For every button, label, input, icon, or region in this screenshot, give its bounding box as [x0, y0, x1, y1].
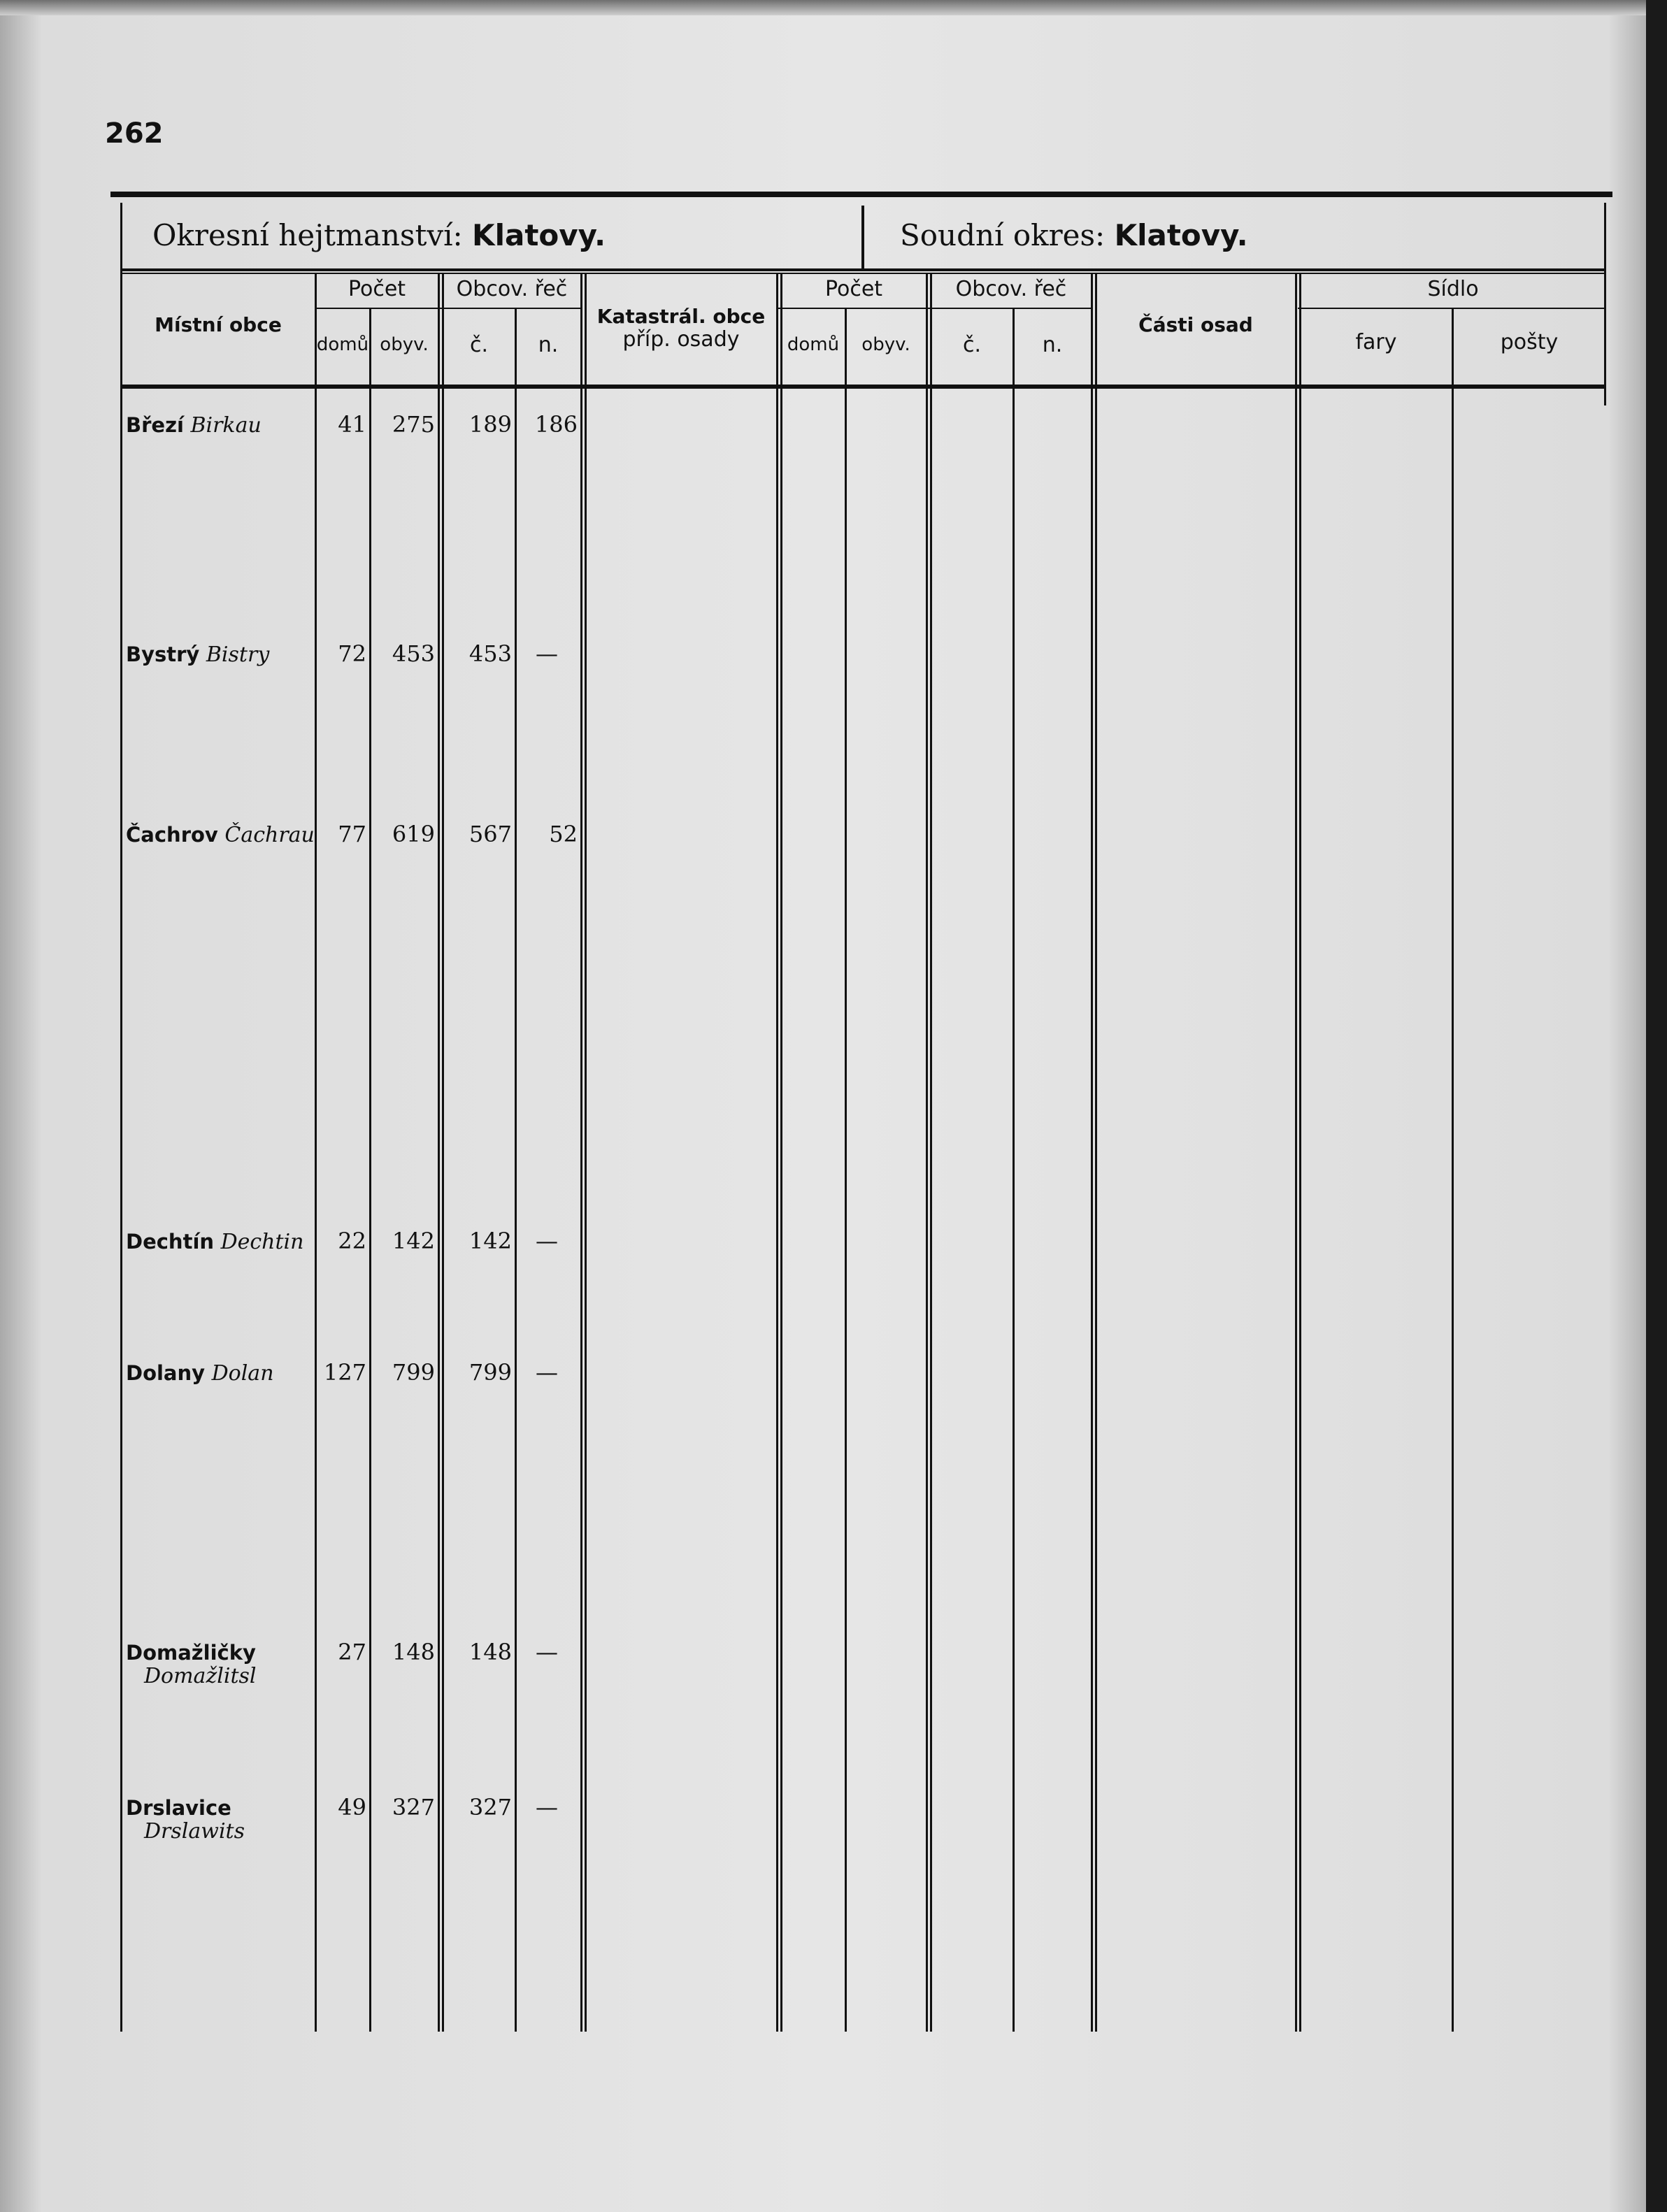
obec-nemecky: — — [536, 1359, 558, 1386]
obec-cesky: 327 — [468, 1794, 512, 1820]
col-katastral-1: Katastrál. obce — [596, 305, 766, 328]
col-posty: pošty — [1500, 330, 1559, 354]
col-line-7 — [845, 309, 847, 2032]
obec-german: Dechtin — [214, 1230, 304, 1254]
col-line-2 — [369, 309, 371, 2032]
col-line-11 — [1295, 274, 1297, 2032]
district-right — [900, 218, 1248, 252]
column-header-rule — [120, 385, 1605, 389]
obec-name — [126, 642, 269, 667]
col-obyv-2: obyv. — [861, 334, 910, 355]
obec-czech: Čachrov — [126, 823, 218, 847]
header-rule-2 — [120, 273, 1605, 274]
district-right-label: Soudní okres: — [900, 218, 1106, 252]
obec-german: Drslawits — [144, 1819, 245, 1844]
col-katastral-2: příp. osady — [622, 327, 740, 352]
col-fary: fary — [1355, 330, 1397, 354]
col-line-4 — [515, 309, 517, 2032]
col-line-11b — [1299, 274, 1301, 2032]
scan-right-edge — [1646, 0, 1667, 2212]
col-line-5 — [580, 274, 582, 2032]
col-n-1: n. — [538, 333, 559, 357]
col-line-3 — [438, 274, 440, 2032]
col-c-2: č. — [962, 333, 982, 357]
obec-domu: 72 — [338, 640, 366, 667]
col-obcov-2: Obcov. řeč — [955, 277, 1067, 301]
obec-nemecky: 52 — [549, 821, 578, 847]
obec-nemecky: 186 — [534, 411, 578, 438]
obec-name — [126, 1640, 257, 1688]
col-domu-1: domů — [316, 334, 369, 355]
col-line-1 — [315, 274, 317, 2032]
obec-czech: Dolany — [126, 1361, 206, 1385]
frame-right — [1604, 203, 1606, 405]
obec-german: Čachrau — [217, 823, 315, 847]
col-c-1: č. — [469, 333, 489, 357]
col-pocet-2: Počet — [824, 277, 883, 301]
obec-domu: 77 — [338, 821, 366, 847]
district-left — [152, 218, 606, 252]
obec-name — [126, 412, 262, 438]
obec-german: Birkau — [183, 413, 262, 438]
district-left-value: Klatovy. — [472, 218, 606, 252]
col-n-2: n. — [1042, 333, 1063, 357]
obec-czech: Březí — [126, 413, 184, 437]
obec-domu: 49 — [338, 1794, 366, 1820]
col-line-8 — [926, 274, 928, 2032]
obec-obyv: 799 — [392, 1359, 435, 1386]
col-line-12 — [1452, 309, 1454, 2032]
subrule-pocet-obcov — [316, 308, 582, 309]
col-obyv-1: obyv. — [380, 334, 429, 355]
col-line-6 — [776, 274, 778, 2032]
page-number: 262 — [105, 117, 164, 150]
obec-name — [126, 822, 315, 847]
obec-domu: 127 — [323, 1359, 366, 1386]
obec-cesky: 148 — [468, 1639, 512, 1665]
obec-domu: 27 — [338, 1639, 366, 1665]
col-casti-osad: Části osad — [1138, 313, 1253, 336]
obec-name — [126, 1795, 245, 1844]
obec-nemecky: — — [536, 1794, 558, 1820]
subrule-pocet-obcov-2 — [778, 308, 1091, 309]
obec-domu: 41 — [338, 411, 366, 438]
header-rule — [120, 268, 1605, 271]
obec-obyv: 148 — [392, 1639, 435, 1665]
obec-cesky: 142 — [468, 1228, 512, 1254]
obec-nemecky: — — [536, 1639, 558, 1665]
col-sidlo: Sídlo — [1427, 277, 1479, 301]
col-line-6b — [780, 274, 782, 2032]
obec-cesky: 189 — [468, 411, 512, 438]
col-line-10 — [1091, 274, 1093, 2032]
obec-nemecky: — — [536, 640, 558, 667]
obec-czech: Bystrý — [126, 642, 200, 666]
obec-czech: Drslavice — [126, 1796, 231, 1820]
obec-czech: Domažličky — [126, 1641, 256, 1665]
col-domu-2: domů — [787, 334, 840, 355]
obec-obyv: 327 — [392, 1794, 435, 1820]
obec-obyv: 619 — [392, 821, 435, 847]
col-pocet-1: Počet — [348, 277, 406, 301]
col-line-3b — [442, 274, 444, 2032]
obec-obyv: 453 — [392, 640, 435, 667]
obec-domu: 22 — [338, 1228, 366, 1254]
frame-left — [120, 203, 122, 2032]
obec-cesky: 567 — [468, 821, 512, 847]
district-right-value: Klatovy. — [1114, 218, 1248, 252]
district-left-label: Okresní hejtmanství: — [152, 218, 463, 252]
col-line-5b — [585, 274, 587, 2032]
obec-german: Domažlitsl — [144, 1664, 257, 1688]
obec-name — [126, 1360, 274, 1386]
obec-nemecky: — — [536, 1228, 558, 1254]
obec-german: Dolan — [205, 1361, 274, 1386]
obec-cesky: 799 — [468, 1359, 512, 1386]
obec-german: Bistry — [199, 642, 270, 667]
obec-cesky: 453 — [468, 640, 512, 667]
top-rule — [110, 192, 1612, 197]
scan-top-shadow — [0, 0, 1667, 15]
col-mistni-obce: Místní obce — [155, 313, 282, 336]
col-line-8b — [930, 274, 932, 2032]
obec-obyv: 275 — [392, 411, 435, 438]
obec-obyv: 142 — [392, 1228, 435, 1254]
obec-czech: Dechtín — [126, 1230, 215, 1254]
col-line-10b — [1095, 274, 1097, 2032]
header-divider — [861, 206, 864, 268]
col-obcov-1: Obcov. řeč — [456, 277, 568, 301]
col-line-9 — [1013, 309, 1015, 2032]
obec-name — [126, 1229, 303, 1254]
